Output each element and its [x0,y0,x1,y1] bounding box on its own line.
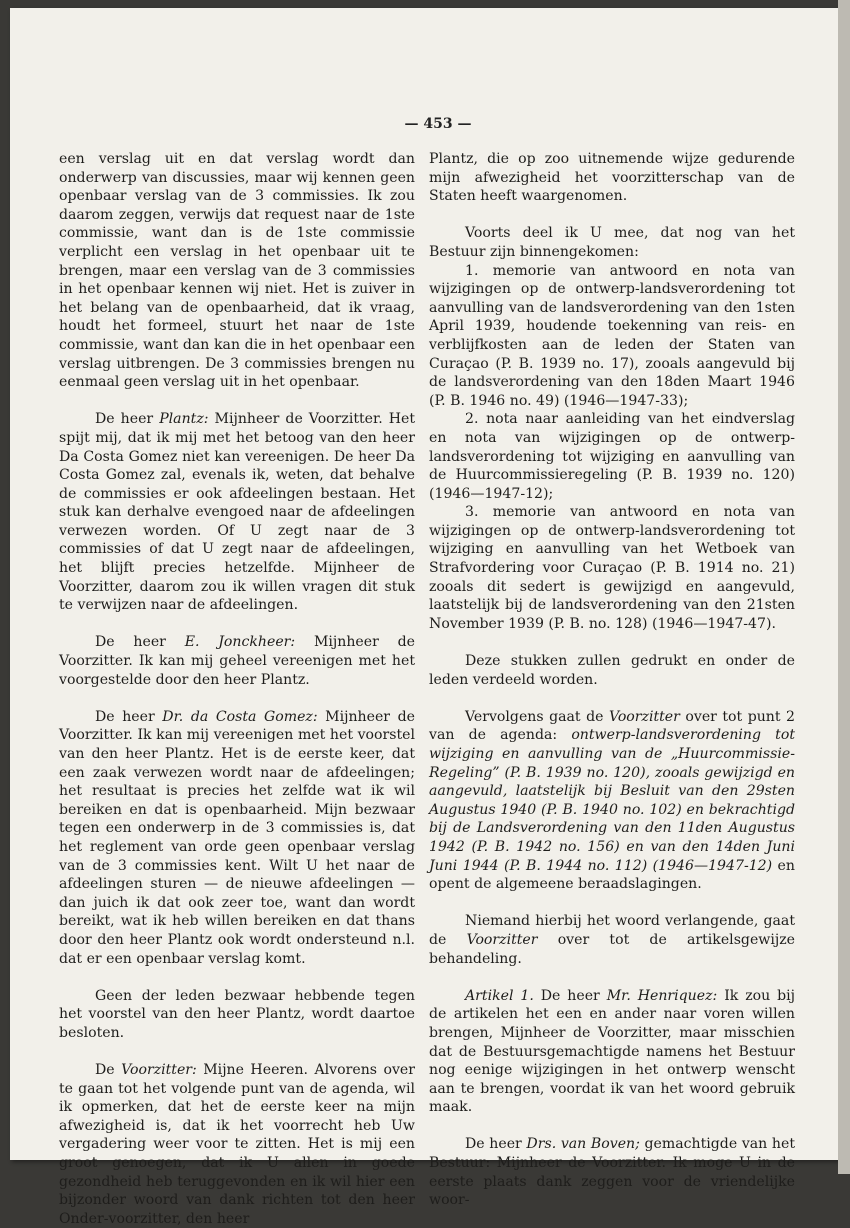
paragraph: Artikel 1. De heer Mr. Henriquez: Ik zou bij de artikelen het een en ander naar voren willen brengen, Mijnheer de Voorzitter, maar misschien dat de Bestuursgemachtigde namens het Bestuur nog eenige wijzigingen in het ontwerp wenscht aan te brengen, voordat ik van het woord gebruik maak. [429,987,795,1116]
speaker-name: Voorzitter [466,931,538,948]
article-label: Artikel 1. [465,987,534,1004]
paragraph: De Voorzitter: Mijne Heeren. Alvorens over te gaan tot het volgende punt van de agenda, wil ik opmerken, dat het de eerste keer na mijn afwezigheid is, dat ik het voorrecht heb Uw vergadering weer voor te zitten. Het is mij een groot genoegen, dat ik U allen in goede gezondheid heb teruggevonden en ik wil hier een bijzonder woord van dank richten tot den heer Onder-voorzitter, den heer [59,1062,415,1227]
list-item: 1. memorie van antwoord en nota van wijzigingen op de ontwerp-landsverordening tot aanvulling van de landsverordening van den 1sten April 1939, houdende toekenning van reis- en verblijfkosten aan de leden der Staten van Curaçao (P. B. 1939 no. 17), zooals aangevuld bij de landsverordening van den 18den Maart 1946 (P. B. 1946 no. 49) (1946—1947-33); [429,262,795,409]
speaker-name: Voorzitter [608,708,680,725]
page-number: — 453 — [404,116,472,132]
speaker-name: Drs. van Boven; [526,1136,640,1153]
speaker-name: Dr. da Costa Gomez: [162,708,318,725]
speaker-name: E. Jonckheer: [184,634,296,651]
paragraph: Geen der leden bezwaar hebbende tegen het voorstel van den heer Plantz, wordt daartoe besloten. [59,987,415,1041]
paragraph: Vervolgens gaat de Voorzitter over tot punt 2 van de agenda: ontwerp-landsverordening tot wijziging en aanvulling van de „Huurcommissie-Regeling” (P. B. 1939 no. 120), zooals gewijzigd en aangevuld, laatstelijk bij Besluit van den 29sten Augustus 1940 (P. B. 1940 no. 102) en bekrachtigd bij de Landsverordening van den 11den Augustus 1942 (P. B. 1942 no. 156) en van den 14den Juni Juni 1944 (P. B. 1944 no. 112) (1946—1947-12) en opent de algemeene beraadslagingen. [429,708,795,893]
paragraph: Deze stukken zullen gedrukt en onder de leden verdeeld worden. [429,653,795,688]
right-column [429,150,795,1210]
paragraph: De heer Plantz: Mijnheer de Voorzitter. Het spijt mij, dat ik mij met het betoog van den heer Da Costa Gomez niet kan vereenigen. De heer Da Costa Gomez zal, evenals ik, weten, dat behalve de commissies er ook afdeelingen bestaan. Het stuk kan derhalve evengoed naar de afdeelingen verwezen worden. Of U zegt naar de 3 commissies of dat U zegt naar de afdeelingen, het blijft precies hetzelfde. Mijnheer de Voorzitter, daarom zou ik willen vragen dit stuk te verwijzen naar de afdeelingen. [59,411,415,614]
paragraph: Niemand hierbij het woord verlangende, gaat de Voorzitter over tot de artikelsgewijze behandeling. [429,913,795,967]
speaker-name: Plantz: [159,411,209,428]
list-item: 2. nota naar aanleiding van het eindverslag en nota van wijzigingen op de ontwerp-landsverordening tot wijziging en aanvulling van de Huurcommissieregeling (P. B. 1939 no. 120) (1946—1947-12); [429,411,795,502]
paragraph: een verslag uit en dat verslag wordt dan onderwerp van discussies, maar wij kennen geen openbaar verslag van de 3 commissies. Ik zou daarom zeggen, verwijs dat request naar de 1ste commissie, want dan is de 1ste commissie verplicht een verslag in het openbaar uit te brengen, maar een verslag van de 3 commissies in het openbaar kennen wij niet. Het is zuiver in het belang van de openbaarheid, dat ik vraag, houdt het formeel, stuurt het naar de 1ste commissie, want dan kan die in het openbaar een verslag uitbrengen. De 3 commissies brengen nu eenmaal geen verslag uit in het openbaar. [59,151,415,391]
paragraph: De heer Drs. van Boven; gemachtigde van het Bestuur: Mijnheer de Voorzitter. Ik moge U in de eerste plaats dank zeggen voor de vriendelijke woor- [429,1136,795,1209]
agenda-title: ontwerp-landsverordening tot wijziging en aanvulling van de „Huurcommissie-Regeling” (P. B. 1939 no. 120), zooals gewijzigd en aangevuld, laatstelijk bij Besluit van den 29sten Augustus 1940 (P. B. 1940 no. 102) en bekrachtigd bij de Landsverordening van den 11den Augustus 1942 (P. B. 1942 no. 156) en van den 14den Juni Juni 1944 (P. B. 1944 no. 112) (1946—1947-12) [429,727,795,874]
left-column [59,150,415,1228]
paragraph: Plantz, die op zoo uitnemende wijze gedurende mijn afwezigheid het voorzitterschap van de Staten heeft waargenomen. [429,151,795,205]
paragraph: De heer E. Jonckheer: Mijnheer de Voorzitter. Ik kan mij geheel vereenigen met het voorgestelde door den heer Plantz. [59,634,415,688]
speaker-name: Mr. Henriquez: [606,987,718,1004]
paragraph: Voorts deel ik U mee, dat nog van het Bestuur zijn binnengekomen: [429,225,795,260]
page-edge [838,0,850,1174]
document-page [10,8,838,1227]
speaker-name: Voorzitter: [121,1062,197,1079]
list-item: 3. memorie van antwoord en nota van wijzigingen op de ontwerp-landsverordening tot wijziging en aanvulling van het Wetboek van Strafvordering voor Curaçao (P. B. 1914 no. 21) zooals dit sedert is gewijzigd en aangevuld, laatstelijk bij de landsverordening van den 21sten November 1939 (P. B. no. 128) (1946—1947-47). [429,504,795,632]
paragraph: De heer Dr. da Costa Gomez: Mijnheer de Voorzitter. Ik kan mij vereenigen met het voorstel van den heer Plantz. Het is de eerste keer, dat een zaak verwezen wordt naar de afdeelingen; het resultaat is precies het zelfde wat ik wil bereiken en dat is openbaarheid. Mijn bezwaar tegen een onderwerp in de 3 commissies is, dat het reglement van orde geen openbaar verslag van de 3 commissies kent. Wilt U het naar de afdeelingen sturen — de nieuwe afdeelingen — dan juich ik dat ook zeer toe, want dan wordt bereikt, wat ik heb willen bereiken en dat thans door den heer Plantz ook wordt ondersteund n.l. dat er een openbaar verslag komt. [59,708,415,967]
